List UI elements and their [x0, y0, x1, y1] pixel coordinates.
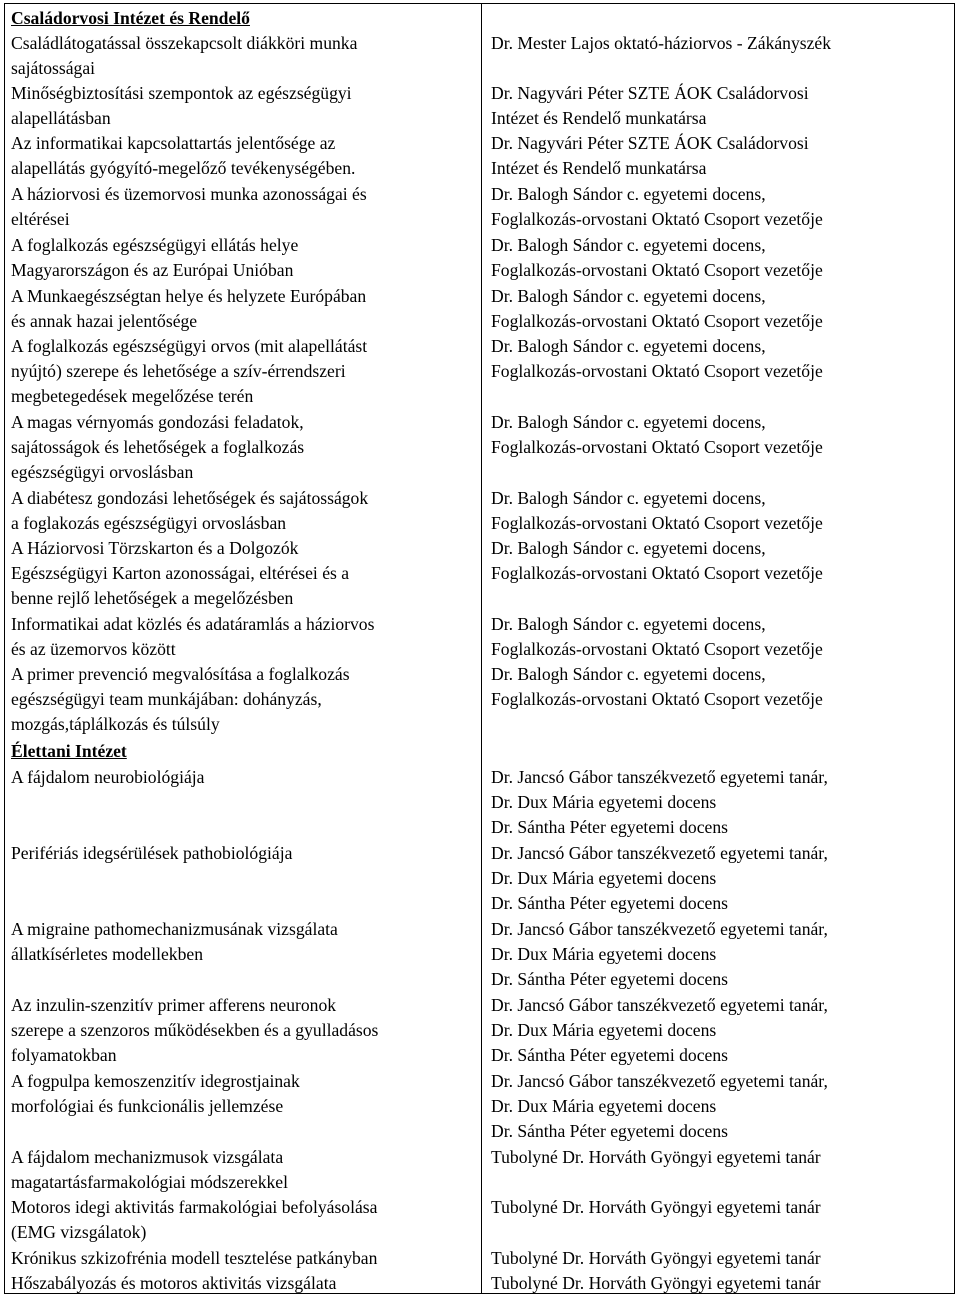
topic-line: megbetegedések megelőzése terén [11, 386, 254, 407]
supervisor-line: Foglalkozás-orvostani Oktató Csoport vezetője [491, 513, 823, 534]
topic-line: állatkísérletes modellekben [11, 944, 203, 965]
topic-cell [11, 233, 476, 283]
supervisor-line: Dr. Dux Mária egyetemi docens [491, 1096, 717, 1117]
topic-line: A Munkaegészségtan helye és helyzete Európában [11, 286, 367, 306]
topic-line: egészségügyi orvoslásban [11, 462, 194, 483]
section-heading [11, 739, 476, 764]
supervisor-line: Intézet és Rendelő munkatársa [491, 158, 707, 179]
supervisor-line: Foglalkozás-orvostani Oktató Csoport vezetője [491, 209, 823, 230]
topic-line: Motoros idegi aktivitás farmakológiai befolyásolása [11, 1197, 378, 1217]
supervisor-cell [491, 1246, 951, 1271]
supervisor-line: Dr. Balogh Sándor c. egyetemi docens, [491, 336, 766, 356]
topic-line: Informatikai adat közlés és adatáramlás a háziorvos [11, 614, 375, 634]
supervisor-line: Dr. Dux Mária egyetemi docens [491, 868, 717, 889]
topic-line: mozgás,táplálkozás és túlsúly [11, 714, 220, 735]
supervisor-line: Tubolyné Dr. Horváth Gyöngyi egyetemi tanár [491, 1273, 821, 1293]
topic-line: morfológiai és funkcionális jellemzése [11, 1096, 284, 1117]
supervisor-line: Dr. Jancsó Gábor tanszékvezető egyetemi tanár, [491, 995, 828, 1015]
topic-cell [11, 81, 476, 131]
supervisor-line: Dr. Sántha Péter egyetemi docens [491, 893, 728, 914]
supervisor-cell [491, 765, 951, 841]
supervisor-cell [491, 1145, 951, 1170]
topic-line: Magyarországon és az Európai Unióban [11, 260, 294, 281]
topic-line: A diabétesz gondozási lehetőségek és sajátosságok [11, 488, 369, 508]
topic-line: A fájdalom mechanizmusok vizsgálata [11, 1147, 284, 1167]
supervisor-line: Tubolyné Dr. Horváth Gyöngyi egyetemi tanár [491, 1248, 821, 1268]
section-heading [11, 6, 476, 31]
supervisor-cell [491, 1271, 951, 1296]
supervisor-cell [491, 182, 951, 232]
supervisor-line: Tubolyné Dr. Horváth Gyöngyi egyetemi tanár [491, 1147, 821, 1167]
topic-line: A magas vérnyomás gondozási feladatok, [11, 412, 304, 432]
topic-cell [11, 1271, 476, 1296]
topic-line: Egészségügyi Karton azonosságai, eltérései és a [11, 563, 350, 584]
topic-cell [11, 131, 476, 181]
supervisor-line: Dr. Sántha Péter egyetemi docens [491, 969, 728, 990]
topic-line: magatartásfarmakológiai módszerekkel [11, 1172, 288, 1193]
topic-line: egészségügyi team munkájában: dohányzás, [11, 689, 322, 710]
topic-line: Minőségbiztosítási szempontok az egészségügyi [11, 83, 352, 103]
topic-line: Családlátogatással összekapcsolt diákköri munka [11, 33, 358, 53]
topic-cell [11, 917, 476, 967]
supervisor-cell [491, 81, 951, 131]
topic-line: benne rejlő lehetőségek a megelőzésben [11, 588, 294, 609]
supervisor-cell [491, 486, 951, 536]
supervisor-line: Dr. Sántha Péter egyetemi docens [491, 1045, 728, 1066]
topic-cell [11, 334, 476, 410]
topic-line: eltérései [11, 209, 70, 230]
supervisor-line: Dr. Dux Mária egyetemi docens [491, 792, 717, 813]
topic-cell [11, 284, 476, 334]
supervisor-line: Dr. Balogh Sándor c. egyetemi docens, [491, 235, 766, 255]
supervisor-cell [491, 1195, 951, 1220]
topic-line: nyújtó) szerepe és lehetősége a szív-érrendszeri [11, 361, 346, 382]
topic-cell [11, 1145, 476, 1195]
topic-line: Hőszabályozás és motoros aktivitás vizsgálata [11, 1273, 337, 1293]
topic-line: A Háziorvosi Törzskarton és a Dolgozók [11, 538, 299, 558]
topic-line: A foglalkozás egészségügyi ellátás helye [11, 235, 299, 255]
supervisor-line: Dr. Balogh Sándor c. egyetemi docens, [491, 286, 766, 306]
supervisor-cell [491, 410, 951, 460]
topic-cell [11, 1069, 476, 1119]
topic-line: A háziorvosi és üzemorvosi munka azonosságai és [11, 184, 367, 204]
supervisor-line: Foglalkozás-orvostani Oktató Csoport vezetője [491, 563, 823, 584]
supervisor-line: Dr. Balogh Sándor c. egyetemi docens, [491, 614, 766, 634]
supervisor-line: Dr. Sántha Péter egyetemi docens [491, 1121, 728, 1142]
supervisor-cell [491, 1069, 951, 1145]
supervisor-line: Dr. Jancsó Gábor tanszékvezető egyetemi tanár, [491, 843, 828, 863]
supervisor-line: Dr. Dux Mária egyetemi docens [491, 1020, 717, 1041]
topic-cell [11, 1246, 476, 1271]
supervisor-line: Tubolyné Dr. Horváth Gyöngyi egyetemi tanár [491, 1197, 821, 1217]
section-title: Családorvosi Intézet és Rendelő [11, 8, 250, 28]
topic-line: a foglakozás egészségügyi orvoslásban [11, 513, 287, 534]
topic-cell [11, 486, 476, 536]
topic-line: Az informatikai kapcsolattartás jelentősége az [11, 133, 336, 153]
topic-line: Perifériás idegsérülések pathobiológiája [11, 843, 293, 863]
supervisor-cell [491, 662, 951, 712]
supervisor-line: Dr. Nagyvári Péter SZTE ÁOK Családorvosi [491, 133, 809, 153]
supervisor-line: Foglalkozás-orvostani Oktató Csoport vezetője [491, 260, 823, 281]
supervisor-cell [491, 612, 951, 662]
topic-cell [11, 662, 476, 738]
topic-line: A fogpulpa kemoszenzitív idegrostjainak [11, 1071, 300, 1091]
supervisor-line: Foglalkozás-orvostani Oktató Csoport vezetője [491, 689, 823, 710]
topic-cell [11, 765, 476, 790]
topic-cell [11, 993, 476, 1069]
supervisor-line: Dr. Balogh Sándor c. egyetemi docens, [491, 488, 766, 508]
supervisor-line: Foglalkozás-orvostani Oktató Csoport vezetője [491, 639, 823, 660]
supervisor-line: Dr. Balogh Sándor c. egyetemi docens, [491, 538, 766, 558]
topic-line: A migraine pathomechanizmusának vizsgálata [11, 919, 338, 939]
supervisor-cell [491, 536, 951, 586]
topic-cell [11, 536, 476, 612]
topic-line: szerepe a szenzoros működésekben és a gyulladásos [11, 1020, 379, 1041]
supervisor-line: Dr. Jancsó Gábor tanszékvezető egyetemi tanár, [491, 919, 828, 939]
supervisor-line: Dr. Balogh Sándor c. egyetemi docens, [491, 184, 766, 204]
topic-line: folyamatokban [11, 1045, 117, 1066]
topic-line: A primer prevenció megvalósítása a foglalkozás [11, 664, 350, 684]
supervisor-line: Dr. Balogh Sándor c. egyetemi docens, [491, 664, 766, 684]
column-divider [481, 3, 482, 1294]
section-title: Élettani Intézet [11, 741, 127, 761]
topic-line: sajátosságai [11, 58, 96, 79]
topic-line: A foglalkozás egészségügyi orvos (mit alapellátást [11, 336, 368, 356]
supervisor-cell [491, 284, 951, 334]
supervisor-cell [491, 917, 951, 993]
topic-line: Az inzulin-szenzitív primer afferens neuronok [11, 995, 337, 1015]
supervisor-line: Dr. Nagyvári Péter SZTE ÁOK Családorvosi [491, 83, 809, 103]
supervisor-cell [491, 841, 951, 917]
topic-line: Krónikus szkizofrénia modell tesztelése patkányban [11, 1248, 378, 1268]
topic-line: alapellátásban [11, 108, 111, 129]
topic-line: (EMG vizsgálatok) [11, 1222, 147, 1243]
supervisor-line: Dr. Dux Mária egyetemi docens [491, 944, 717, 965]
topic-cell [11, 612, 476, 662]
supervisor-line: Foglalkozás-orvostani Oktató Csoport vezetője [491, 437, 823, 458]
supervisor-line: Dr. Balogh Sándor c. egyetemi docens, [491, 412, 766, 432]
topic-line: sajátosságok és lehetőségek a foglalkozás [11, 437, 305, 458]
supervisor-line: Dr. Jancsó Gábor tanszékvezető egyetemi tanár, [491, 1071, 828, 1091]
supervisor-cell [491, 334, 951, 384]
supervisor-cell [491, 131, 951, 181]
supervisor-line: Dr. Jancsó Gábor tanszékvezető egyetemi tanár, [491, 767, 828, 787]
topic-line: A fájdalom neurobiológiája [11, 767, 205, 787]
topic-cell [11, 841, 476, 866]
topic-line: és az üzemorvos között [11, 639, 176, 660]
supervisor-line: Foglalkozás-orvostani Oktató Csoport vezetője [491, 311, 823, 332]
supervisor-line: Intézet és Rendelő munkatársa [491, 108, 707, 129]
topic-cell [11, 31, 476, 81]
topic-line: és annak hazai jelentősége [11, 311, 198, 332]
supervisor-line: Dr. Sántha Péter egyetemi docens [491, 817, 728, 838]
supervisor-cell [491, 233, 951, 283]
supervisor-line: Dr. Mester Lajos oktató-háziorvos - Zákányszék [491, 33, 832, 53]
supervisor-cell [491, 31, 951, 56]
topic-cell [11, 1195, 476, 1245]
topic-cell [11, 410, 476, 486]
topic-line: alapellátás gyógyító-megelőző tevékenységében. [11, 158, 356, 179]
supervisor-cell [491, 993, 951, 1069]
supervisor-line: Foglalkozás-orvostani Oktató Csoport vezetője [491, 361, 823, 382]
topic-cell [11, 182, 476, 232]
